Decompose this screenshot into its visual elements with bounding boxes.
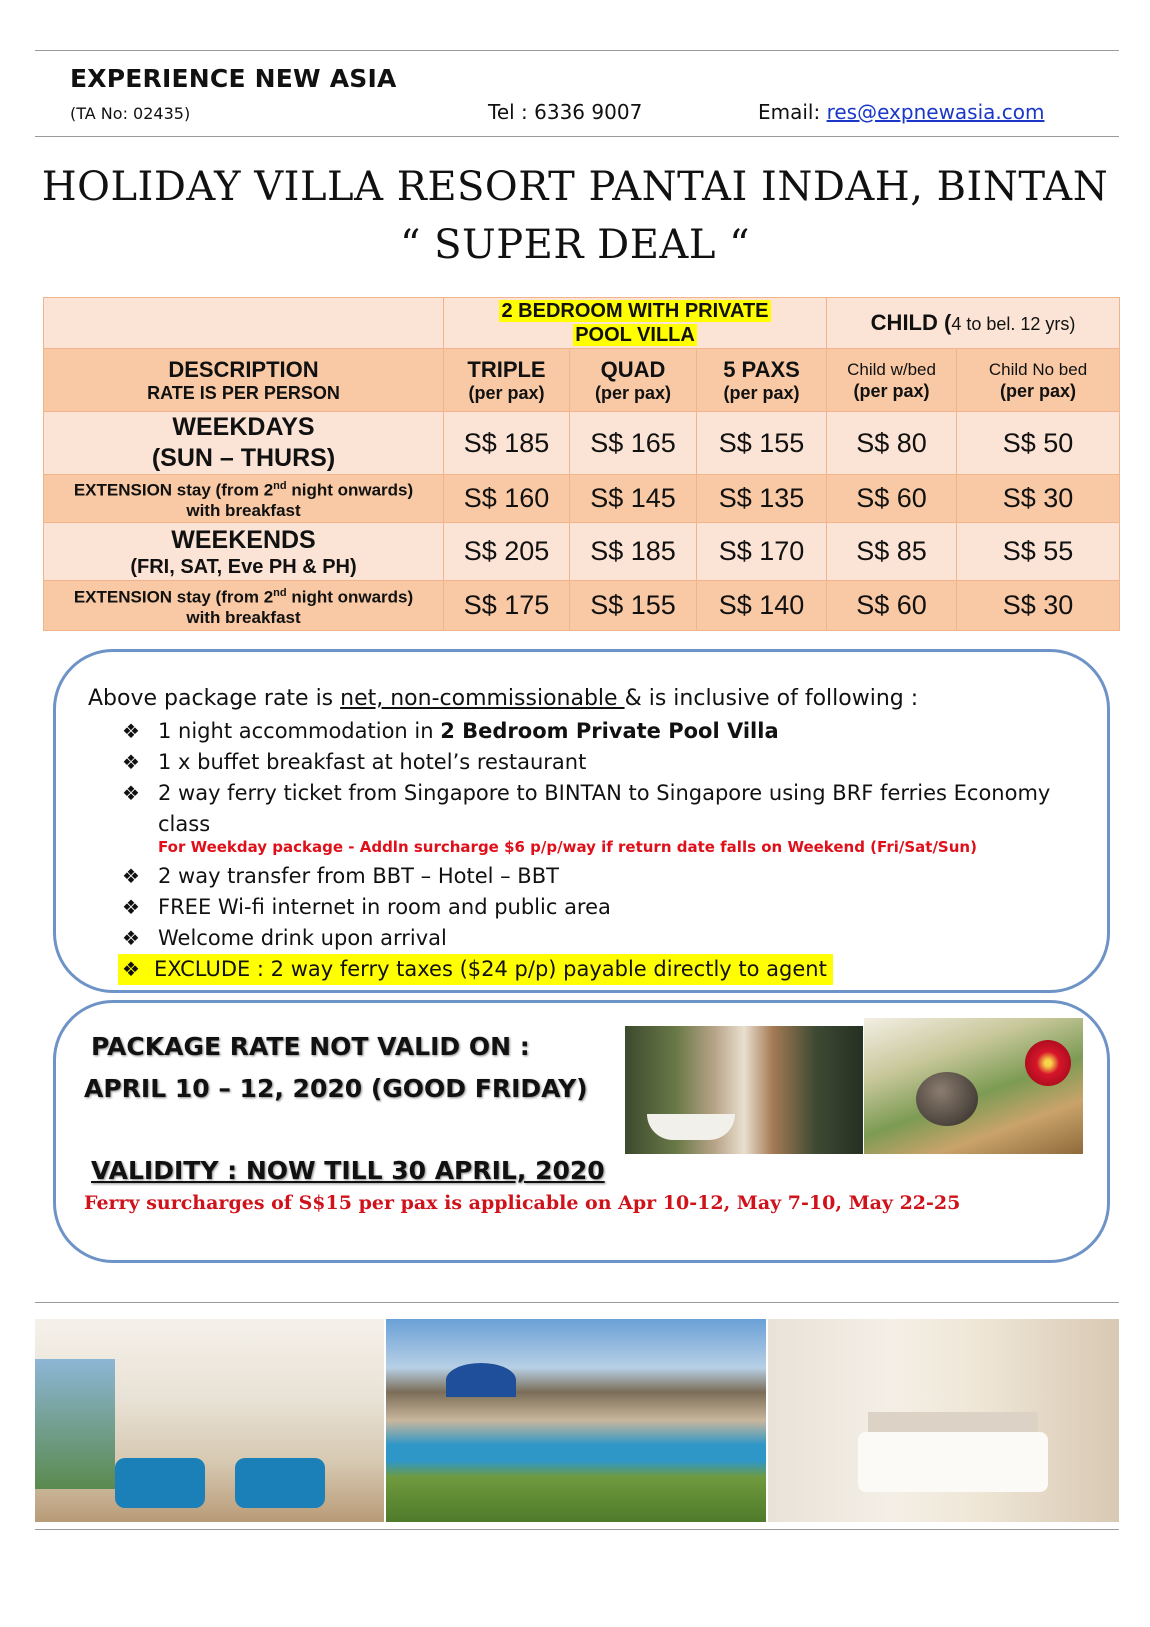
price-cell: S$ 140 xyxy=(697,581,827,631)
price-cell: S$ 55 xyxy=(957,523,1120,581)
diamond-bullet-icon: ❖ xyxy=(122,750,140,774)
email-block xyxy=(758,100,1044,124)
company-name: EXPERIENCE NEW ASIA xyxy=(70,64,397,93)
col-child-nobed: Child No bed (per pax) xyxy=(957,349,1120,412)
villa-bathroom-photo xyxy=(625,1026,863,1154)
diamond-bullet-icon: ❖ xyxy=(122,957,140,981)
diamond-bullet-icon: ❖ xyxy=(122,719,140,743)
col-5paxs: 5 PAXS (per pax) xyxy=(697,349,827,412)
diamond-bullet-icon: ❖ xyxy=(122,895,140,919)
price-cell: S$ 30 xyxy=(957,581,1120,631)
table-column-header-row xyxy=(44,349,1120,412)
ferry-surcharge-note: Ferry surcharges of S$15 per pax is applicable on Apr 10-12, May 7-10, May 22-25 xyxy=(84,1192,961,1214)
villa-header-line1: 2 BEDROOM WITH PRIVATE xyxy=(501,300,769,322)
description-header: DESCRIPTION RATE IS PER PERSON xyxy=(44,349,444,412)
price-cell: S$ 155 xyxy=(697,412,827,475)
table-group-header-row xyxy=(44,298,1120,349)
table-row xyxy=(44,523,1120,581)
not-valid-heading: PACKAGE RATE NOT VALID ON : xyxy=(91,1032,530,1061)
price-cell: S$ 145 xyxy=(570,475,697,523)
email-label: Email: xyxy=(758,100,827,124)
inclusions-list xyxy=(122,716,1082,985)
bottom-divider xyxy=(35,1529,1119,1530)
validity-period: VALIDITY : NOW TILL 30 APRIL, 2020 xyxy=(91,1156,605,1185)
rate-table xyxy=(43,297,1120,631)
price-cell: S$ 205 xyxy=(444,523,570,581)
table-row xyxy=(44,581,1120,631)
row-description: EXTENSION stay (from 2nd night onwards) with breakfast xyxy=(44,581,444,631)
price-cell: S$ 170 xyxy=(697,523,827,581)
list-item: ❖ FREE Wi-fi internet in room and public area xyxy=(122,892,1082,923)
email-link[interactable]: res@expnewasia.com xyxy=(826,100,1045,124)
price-cell: S$ 160 xyxy=(444,475,570,523)
diamond-bullet-icon: ❖ xyxy=(122,926,140,950)
ta-number: (TA No: 02435) xyxy=(70,104,191,123)
list-item: ❖ 2 way transfer from BBT – Hotel – BBT xyxy=(122,861,1082,892)
price-cell: S$ 85 xyxy=(827,523,957,581)
child-group-header: CHILD (4 to bel. 12 yrs) xyxy=(827,298,1120,349)
diamond-bullet-icon: ❖ xyxy=(122,781,140,805)
row-description: WEEKENDS (FRI, SAT, Eve PH & PH) xyxy=(44,523,444,581)
table-row xyxy=(44,475,1120,523)
list-item: ❖ 2 way ferry ticket from Singapore to BINTAN to Singapore using BRF ferries Economy class For Weekday package - Addln surcharge $6 p/p/way if return date falls on Weekend (Fri/Sat/Sun) xyxy=(122,778,1082,857)
blackout-dates: APRIL 10 – 12, 2020 (GOOD FRIDAY) xyxy=(84,1074,588,1103)
diamond-bullet-icon: ❖ xyxy=(122,864,140,888)
empty-cell xyxy=(44,298,444,349)
exclusion-item: ❖ EXCLUDE : 2 way ferry taxes ($24 p/p) payable directly to agent xyxy=(122,954,1082,985)
weekday-surcharge-note: For Weekday package - Addln surcharge $6 p/p/way if return date falls on Weekend (Fri/Sat/Sun) xyxy=(158,838,977,856)
price-cell: S$ 165 xyxy=(570,412,697,475)
list-item: ❖ 1 night accommodation in 2 Bedroom Private Pool Villa xyxy=(122,716,1082,747)
villa-group-header xyxy=(444,298,827,349)
row-description: WEEKDAYS (SUN – THURS) xyxy=(44,412,444,475)
inclusions-intro: Above package rate is net, non-commissionable & is inclusive of following : xyxy=(88,686,919,711)
price-cell: S$ 50 xyxy=(957,412,1120,475)
list-item: ❖ Welcome drink upon arrival xyxy=(122,923,1082,954)
top-divider xyxy=(35,50,1119,51)
price-cell: S$ 155 xyxy=(570,581,697,631)
spa-stones-photo xyxy=(864,1018,1083,1154)
telephone: Tel : 6336 9007 xyxy=(488,100,643,124)
price-cell: S$ 185 xyxy=(444,412,570,475)
price-cell: S$ 185 xyxy=(570,523,697,581)
villa-living-room-photo xyxy=(35,1319,384,1522)
villa-bedroom-photo xyxy=(768,1319,1119,1522)
price-cell: S$ 80 xyxy=(827,412,957,475)
price-cell: S$ 135 xyxy=(697,475,827,523)
list-item: ❖ 1 x buffet breakfast at hotel’s restaurant xyxy=(122,747,1082,778)
price-cell: S$ 30 xyxy=(957,475,1120,523)
header-divider xyxy=(35,136,1119,137)
price-cell: S$ 175 xyxy=(444,581,570,631)
col-child-bed: Child w/bed (per pax) xyxy=(827,349,957,412)
col-triple: TRIPLE (per pax) xyxy=(444,349,570,412)
villa-header-line2: POOL VILLA xyxy=(575,324,695,346)
row-description: EXTENSION stay (from 2nd night onwards) with breakfast xyxy=(44,475,444,523)
col-quad: QUAD (per pax) xyxy=(570,349,697,412)
private-pool-photo xyxy=(386,1319,766,1522)
photo-strip-top-divider xyxy=(35,1302,1119,1303)
table-row xyxy=(44,412,1120,475)
price-cell: S$ 60 xyxy=(827,475,957,523)
price-cell: S$ 60 xyxy=(827,581,957,631)
page-title: HOLIDAY VILLA RESORT PANTAI INDAH, BINTAN xyxy=(41,164,1109,210)
page-subtitle: “ SUPER DEAL “ xyxy=(399,222,751,268)
